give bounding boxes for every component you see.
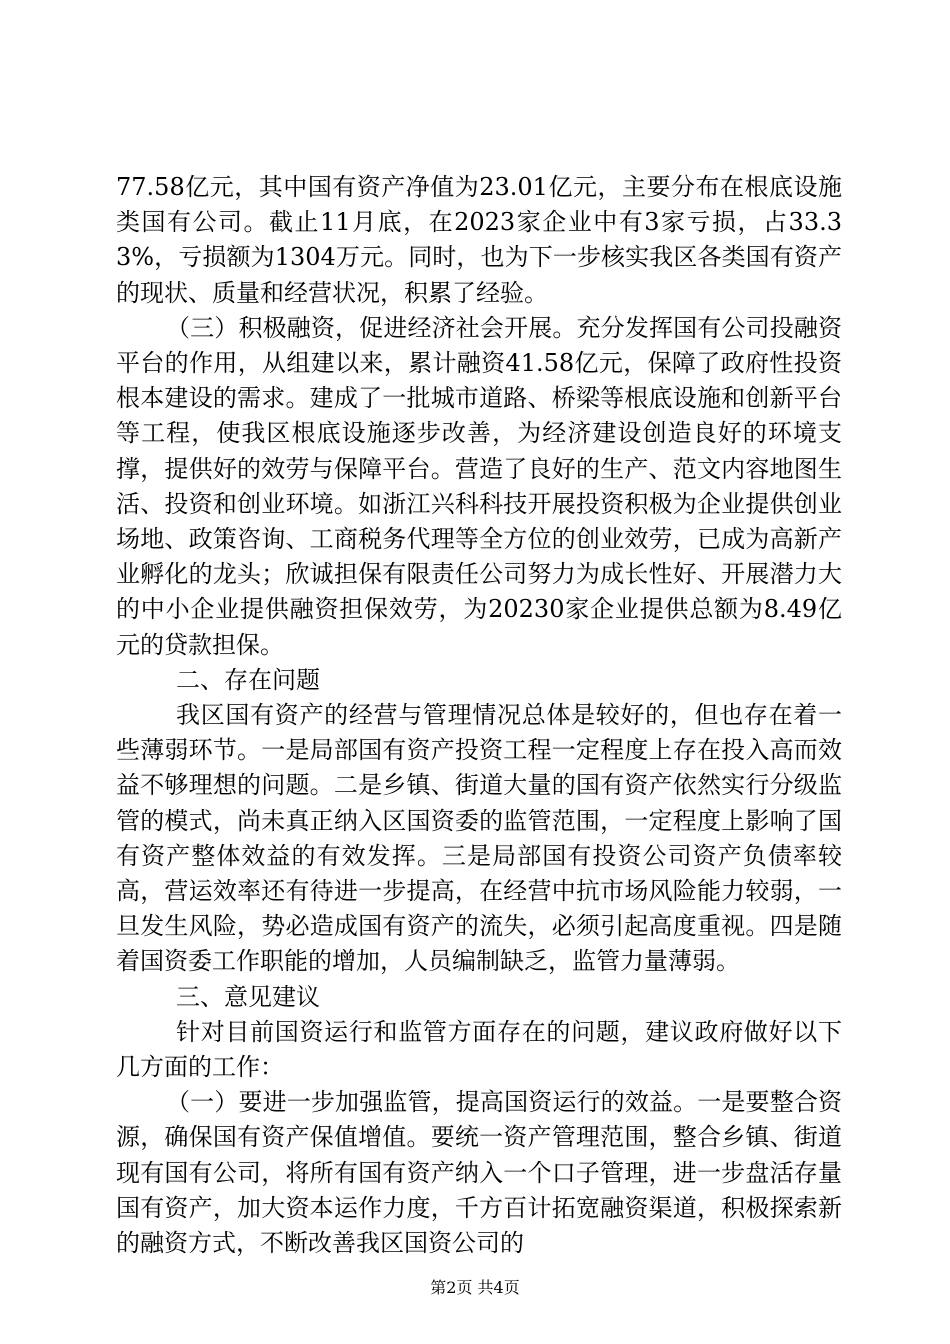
paragraph-financing: （三）积极融资，促进经济社会开展。充分发挥国有公司投融资平台的作用，从组建以来，累计融资41.58亿元，保障了政府性投资根本建设的需求。建成了一批城市道路、桥梁等根底设施和创新平台等工程，使我区根底设施逐步改善，为经济建设创造良好的环境支撑，提供好的效劳与保障平台。营造了良好的生产、范文内容地图生活、投资和创业环境。如浙江兴科科技开展投资积极为企业提供创业场地、政策咨询、工商税务代理等全方位的创业效劳，已成为高新产业孵化的龙头；欣诚担保有限责任公司努力为成长性好、开展潜力大的中小企业提供融资担保效劳，为20230家企业提供总额为8.49亿元的贷款担保。 (116, 313, 842, 659)
page-footer: 第2页 共4页 (430, 1278, 520, 1297)
paragraph-suggestions-intro: 针对目前国资运行和监管方面存在的问题，建议政府做好以下几方面的工作： (116, 1017, 842, 1082)
document-body (116, 170, 842, 1261)
paragraph-asset-summary: 77.58亿元，其中国有资产净值为23.01亿元，主要分布在根底设施类国有公司。截止11月底，在2023家企业中有3家亏损，占33.33%，亏损额为1304万元。同时，也为下一步核实我区各类国有资产的现状、质量和经营状况，积累了经验。 (116, 173, 842, 307)
heading-problems: 二、存在问题 (176, 665, 320, 694)
paragraph-supervision: （一）要进一步加强监管，提高国资运行的效益。一是要整合资源，确保国有资产保值增值。要统一资产管理范围，整合乡镇、街道现有国有公司，将所有国有资产纳入一个口子管理，进一步盘活存量国有资产，加大资本运作力度，千方百计拓宽融资渠道，积极探索新的融资方式，不断改善我区国资公司的 (116, 1088, 842, 1258)
paragraph-problems: 我区国有资产的经营与管理情况总体是较好的，但也存在着一些薄弱环节。一是局部国有资产投资工程一定程度上存在投入高而效益不够理想的问题。二是乡镇、街道大量的国有资产依然实行分级监管的模式，尚未真正纳入区国资委的监管范围，一定程度上影响了国有资产整体效益的有效发挥。三是局部国有投资公司资产负债率较高，营运效率还有待进一步提高，在经营中抗市场风险能力较弱，一旦发生风险，势必造成国有资产的流失，必须引起高度重视。四是随着国资委工作职能的增加，人员编制缺乏，监管力量薄弱。 (116, 701, 842, 976)
heading-suggestions: 三、意见建议 (176, 982, 320, 1011)
